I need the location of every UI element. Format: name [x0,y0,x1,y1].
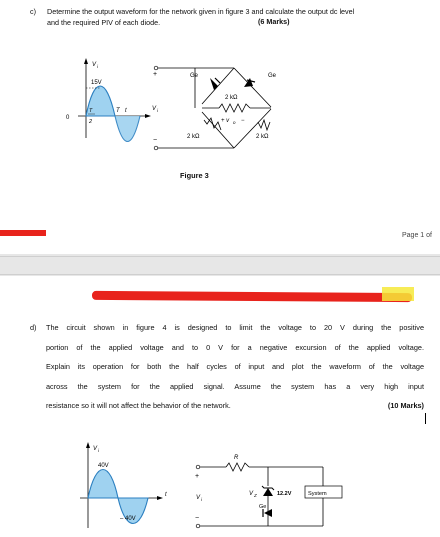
figure4-zener [263,488,273,496]
svg-text:t: t [125,108,127,114]
svg-text:2 kΩ: 2 kΩ [187,134,200,140]
figure3-peak-label: 15V [91,80,102,86]
figure3-origin: 0 [66,115,70,121]
question-d-line-4: across the system for the applied signal. Assume the system has a very high input [46,381,424,391]
svg-text:+: + [153,71,158,78]
figure4-waveform [80,442,167,528]
red-highlight-mark-2 [92,291,412,302]
question-d-label: d) [30,323,37,332]
svg-text:Ge: Ge [259,504,267,510]
figure4-system-label: System [308,491,327,497]
svg-text:+: + [195,473,200,480]
figure4-zener-value: 12.2V [277,491,292,497]
figure-3-caption: Figure 3 [180,171,209,180]
svg-text:Z: Z [254,493,257,498]
figure3-axis-v: V [92,62,97,68]
figure3-diode-right [244,73,277,87]
svg-text:o: o [233,120,236,125]
question-c-marks: (6 Marks) [258,17,290,26]
page-indicator: Page 1 of [402,232,432,239]
svg-text:Ge: Ge [268,73,277,79]
question-d-line-1: The circuit shown in figure 4 is designed to limit the voltage to 20 V during the positive [46,323,424,332]
question-d-line-2: portion of the applied voltage and to 0 V for a negative excursion of the applied voltage. [46,342,424,352]
svg-text:−: − [241,118,245,124]
svg-text:2 kΩ: 2 kΩ [225,95,238,101]
svg-text:T: T [89,108,93,114]
text-cursor[interactable] [425,413,426,424]
figure4-vi: V [196,495,201,501]
page-gap [0,254,440,276]
yellow-highlight-mark [382,287,414,301]
figure3-diode-left [190,73,220,90]
figure3-waveform [66,58,151,142]
figure3-r-top [219,95,250,125]
svg-text:i: i [201,497,202,502]
figure-3 [0,0,440,250]
question-c-line-2: and the required PIV of each diode. [47,18,161,27]
question-d-marks: (10 Marks) [387,401,424,410]
svg-text:2: 2 [89,119,93,125]
question-c-label: c) [30,7,36,16]
figure4-axis-v: V [93,446,98,452]
svg-text:2 kΩ: 2 kΩ [256,134,269,140]
figure4-peak-pos: 40V [98,463,109,469]
svg-text:−: − [195,515,200,522]
figure3-negative-half [115,116,140,142]
question-d-line-3: Explain its operation for both the half cycles of input and plot the waveform of the voltage [46,362,424,371]
figure3-vi: V [152,106,157,112]
svg-text:i: i [98,448,99,453]
svg-text:t: t [165,492,167,498]
figure3-r-left [187,118,221,140]
svg-text:−: − [153,137,158,144]
svg-text:i: i [157,108,158,113]
question-d-line-5: resistance so it will not affect the behavior of the network. [46,401,231,410]
svg-text:T: T [116,108,120,114]
figure3-r-right [256,120,270,140]
svg-text:Ge: Ge [190,73,199,79]
figure4-peak-neg: – 40V [120,516,136,522]
svg-text:+ v: + v [221,118,230,124]
question-c-line-1: Determine the output waveform for the network given in figure 3 and calculate the output dc level [47,7,355,16]
figure-4 [0,440,440,537]
svg-text:i: i [97,64,98,69]
red-highlight-mark-1 [0,230,46,236]
figure4-circuit [195,455,342,528]
figure4-resistor [226,463,249,471]
svg-text:V: V [249,491,254,497]
figure4-positive-half [88,470,118,499]
svg-text:R: R [234,455,239,461]
